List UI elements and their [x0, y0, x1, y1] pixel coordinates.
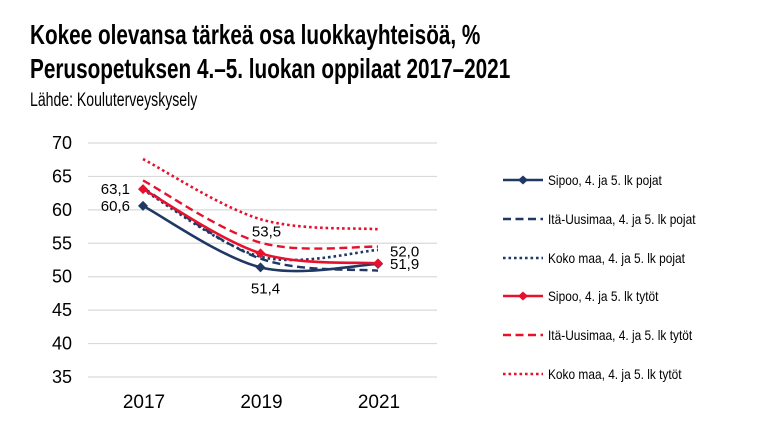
y-tick-label: 45 [51, 300, 72, 321]
data-label: 51,4 [250, 280, 281, 298]
legend-item [502, 238, 766, 277]
data-marker [256, 262, 266, 272]
legend-label: Koko maa, 4. ja 5. lk tytöt [548, 365, 682, 382]
legend-swatch-dotted-line-icon [502, 367, 544, 381]
chart-source: Lähde: Kouluterveyskysely [30, 90, 198, 111]
legend-label: Sipoo, 4. ja 5. lk pojat [548, 172, 662, 189]
legend-diamond-marker-icon [518, 292, 528, 301]
legend-label: Itä-Uusimaa, 4. ja 5. lk pojat [548, 211, 696, 228]
legend-item [502, 277, 766, 316]
x-tick-label: 2019 [240, 392, 283, 413]
legend-swatch-dotted-line-icon [502, 251, 544, 265]
chart-legend [502, 161, 766, 393]
chart-title: Kokee olevansa tärkeä osa luokkayhteisöä, % [30, 19, 481, 50]
legend-swatch-dashed-line-icon [502, 212, 544, 226]
y-tick-label: 55 [51, 233, 72, 254]
y-tick-label: 60 [51, 199, 72, 220]
legend-label: Koko maa, 4. ja 5. lk pojat [548, 249, 685, 266]
legend-item [502, 354, 766, 393]
data-label: 51,9 [390, 256, 420, 274]
legend-swatch-solid-line-icon [502, 289, 544, 303]
y-tick-label: 40 [51, 333, 72, 354]
legend-swatch-solid-line-icon [502, 173, 544, 187]
chart-subtitle: Perusopetuksen 4.–5. luokan oppilaat 2017–2021 [30, 53, 511, 84]
data-label: 63,1 [100, 181, 130, 199]
legend-item [502, 316, 766, 355]
legend-swatch-dashed-line-icon [502, 328, 544, 342]
legend-item [502, 200, 766, 239]
legend-diamond-marker-icon [518, 176, 528, 185]
legend-label: Itä-Uusimaa, 4. ja 5. lk tytöt [548, 327, 693, 344]
y-tick-label: 35 [51, 367, 72, 387]
x-axis-labels [123, 392, 400, 413]
legend-item [502, 161, 766, 200]
data-label: 60,6 [100, 197, 130, 215]
data-marker [373, 258, 383, 268]
x-tick-label: 2017 [122, 392, 166, 413]
data-label: 53,5 [251, 223, 282, 241]
data-labels [101, 181, 419, 297]
y-tick-label: 65 [51, 166, 72, 187]
legend-label: Sipoo, 4. ja 5. lk tytöt [548, 288, 659, 305]
data-label: 52,0 [390, 243, 420, 261]
x-tick-label: 2021 [357, 392, 401, 413]
y-tick-label: 70 [51, 133, 72, 153]
y-axis-labels [52, 133, 72, 387]
series-line [143, 159, 378, 229]
y-tick-label: 50 [51, 266, 72, 287]
